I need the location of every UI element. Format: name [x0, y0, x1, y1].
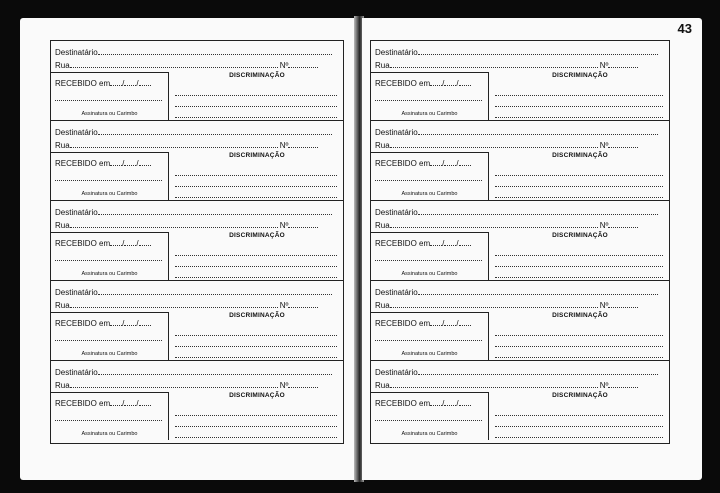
date-month-field[interactable]	[124, 397, 139, 408]
delivery-form	[370, 40, 670, 120]
destinatario-label: Destinatário	[55, 368, 98, 377]
discriminacao-line[interactable]	[495, 325, 663, 336]
date-month-field[interactable]	[124, 317, 139, 328]
discriminacao-line[interactable]	[175, 176, 337, 187]
numero-field[interactable]	[608, 379, 638, 388]
numero-field[interactable]	[608, 299, 638, 308]
numero-field[interactable]	[608, 219, 638, 228]
discriminacao-line[interactable]	[495, 336, 663, 347]
discriminacao-line[interactable]	[495, 267, 663, 278]
date-separator: /	[456, 399, 459, 408]
rua-label: Rua	[55, 61, 70, 70]
rua-field[interactable]	[70, 379, 278, 388]
date-month-field[interactable]	[444, 237, 459, 248]
numero-label: Nº	[279, 221, 289, 230]
numero-label: Nº	[279, 381, 289, 390]
date-separator: /	[442, 159, 445, 168]
date-separator: /	[456, 79, 459, 88]
numero-label: Nº	[599, 221, 609, 230]
numero-field[interactable]	[288, 299, 318, 308]
recebido-label: RECEBIDO em	[55, 399, 111, 408]
destinatario-row	[375, 366, 665, 378]
delivery-form	[50, 40, 344, 120]
numero-label: Nº	[599, 301, 609, 310]
date-year-field[interactable]	[139, 317, 151, 326]
stamp-box	[51, 152, 169, 200]
stamp-box	[371, 232, 489, 280]
discriminacao-line[interactable]	[175, 325, 337, 336]
discriminacao-title: DISCRIMINAÇÃO	[229, 152, 285, 159]
date-day-field[interactable]	[430, 157, 445, 168]
date-year-field[interactable]	[139, 77, 151, 86]
stamp-box	[371, 312, 489, 360]
received-row	[375, 317, 471, 329]
rua-label: Rua	[55, 381, 70, 390]
discriminacao-line[interactable]	[495, 427, 663, 438]
destinatario-field[interactable]	[98, 206, 332, 215]
right-forms	[370, 40, 670, 444]
signature-caption: Assinatura ou Carimbo	[401, 431, 458, 437]
stamp-box	[371, 152, 489, 200]
rua-row	[375, 59, 665, 71]
destinatario-label: Destinatário	[375, 208, 418, 217]
destinatario-row	[375, 286, 665, 298]
delivery-form	[370, 280, 670, 360]
destinatario-field[interactable]	[418, 206, 658, 215]
numero-field[interactable]	[288, 59, 318, 68]
rua-row	[55, 59, 339, 71]
recebido-label: RECEBIDO em	[375, 399, 431, 408]
discriminacao-line[interactable]	[495, 347, 663, 358]
date-year-field[interactable]	[459, 77, 471, 86]
signature-line[interactable]	[375, 100, 482, 101]
discriminacao-line[interactable]	[175, 427, 337, 438]
date-separator: /	[136, 319, 139, 328]
rua-label: Rua	[375, 221, 390, 230]
destinatario-field[interactable]	[418, 286, 658, 295]
rua-field[interactable]	[70, 219, 278, 228]
numero-label: Nº	[279, 141, 289, 150]
discriminacao-title: DISCRIMINAÇÃO	[552, 392, 608, 399]
numero-label: Nº	[279, 301, 289, 310]
discriminacao-lines	[175, 325, 337, 358]
signature-caption: Assinatura ou Carimbo	[81, 271, 138, 277]
recebido-label: RECEBIDO em	[55, 239, 111, 248]
date-year-field[interactable]	[139, 237, 151, 246]
discriminacao-lines	[175, 245, 337, 278]
received-row	[375, 157, 471, 169]
delivery-form	[370, 360, 670, 444]
signature-line[interactable]	[55, 100, 162, 101]
signature-caption: Assinatura ou Carimbo	[401, 191, 458, 197]
left-page	[20, 18, 356, 480]
discriminacao-line[interactable]	[175, 416, 337, 427]
right-page	[362, 18, 702, 480]
signature-caption: Assinatura ou Carimbo	[81, 111, 138, 117]
numero-label: Nº	[279, 61, 289, 70]
date-day-field[interactable]	[430, 397, 445, 408]
date-separator: /	[456, 239, 459, 248]
discriminacao-line[interactable]	[175, 107, 337, 118]
discriminacao-line[interactable]	[175, 347, 337, 358]
delivery-form	[370, 200, 670, 280]
date-month-field[interactable]	[444, 157, 459, 168]
discriminacao-title: DISCRIMINAÇÃO	[552, 72, 608, 79]
destinatario-row	[375, 46, 665, 58]
rua-row	[375, 139, 665, 151]
delivery-form	[50, 360, 344, 444]
date-separator: /	[122, 319, 125, 328]
discriminacao-line[interactable]	[495, 176, 663, 187]
received-row	[375, 77, 471, 89]
recebido-label: RECEBIDO em	[375, 79, 431, 88]
date-month-field[interactable]	[444, 317, 459, 328]
discriminacao-line[interactable]	[495, 107, 663, 118]
date-day-field[interactable]	[430, 237, 445, 248]
signature-line[interactable]	[55, 180, 162, 181]
destinatario-label: Destinatário	[55, 48, 98, 57]
delivery-form	[370, 120, 670, 200]
received-row	[375, 237, 471, 249]
date-separator: /	[442, 79, 445, 88]
discriminacao-line[interactable]	[495, 256, 663, 267]
page-number: 43	[677, 21, 692, 36]
rua-field[interactable]	[390, 219, 598, 228]
signature-caption: Assinatura ou Carimbo	[81, 351, 138, 357]
date-day-field[interactable]	[110, 157, 125, 168]
date-separator: /	[136, 159, 139, 168]
stamp-box	[371, 72, 489, 120]
discriminacao-lines	[495, 165, 663, 198]
numero-field[interactable]	[608, 139, 638, 148]
rua-row	[55, 219, 339, 231]
received-row	[55, 237, 151, 249]
date-year-field[interactable]	[139, 157, 151, 166]
destinatario-label: Destinatário	[375, 48, 418, 57]
numero-field[interactable]	[288, 219, 318, 228]
date-year-field[interactable]	[139, 397, 151, 406]
date-day-field[interactable]	[430, 317, 445, 328]
recebido-label: RECEBIDO em	[375, 319, 431, 328]
date-day-field[interactable]	[430, 77, 445, 88]
discriminacao-line[interactable]	[175, 267, 337, 278]
stamp-box	[51, 312, 169, 360]
destinatario-label: Destinatário	[55, 208, 98, 217]
date-separator: /	[442, 399, 445, 408]
rua-label: Rua	[55, 301, 70, 310]
date-separator: /	[456, 319, 459, 328]
rua-label: Rua	[375, 61, 390, 70]
rua-field[interactable]	[70, 299, 278, 308]
rua-label: Rua	[375, 301, 390, 310]
destinatario-field[interactable]	[98, 366, 332, 375]
discriminacao-lines	[175, 85, 337, 118]
left-forms	[50, 40, 344, 444]
destinatario-field[interactable]	[98, 126, 332, 135]
date-separator: /	[122, 159, 125, 168]
discriminacao-line[interactable]	[495, 405, 663, 416]
rua-row	[375, 379, 665, 391]
recebido-label: RECEBIDO em	[375, 159, 431, 168]
rua-field[interactable]	[390, 299, 598, 308]
destinatario-field[interactable]	[98, 46, 332, 55]
rua-row	[55, 139, 339, 151]
destinatario-label: Destinatário	[375, 128, 418, 137]
discriminacao-title: DISCRIMINAÇÃO	[229, 232, 285, 239]
discriminacao-lines	[175, 165, 337, 198]
date-month-field[interactable]	[124, 157, 139, 168]
rua-label: Rua	[55, 221, 70, 230]
destinatario-row	[55, 366, 339, 378]
signature-caption: Assinatura ou Carimbo	[401, 271, 458, 277]
recebido-label: RECEBIDO em	[55, 159, 111, 168]
discriminacao-line[interactable]	[495, 85, 663, 96]
signature-caption: Assinatura ou Carimbo	[81, 191, 138, 197]
stamp-box	[51, 392, 169, 440]
discriminacao-lines	[495, 405, 663, 438]
discriminacao-lines	[495, 245, 663, 278]
discriminacao-line[interactable]	[175, 96, 337, 107]
date-day-field[interactable]	[110, 317, 125, 328]
date-month-field[interactable]	[444, 77, 459, 88]
discriminacao-line[interactable]	[175, 187, 337, 198]
discriminacao-line[interactable]	[175, 245, 337, 256]
discriminacao-line[interactable]	[495, 165, 663, 176]
discriminacao-line[interactable]	[175, 165, 337, 176]
rua-field[interactable]	[70, 59, 278, 68]
received-row	[55, 317, 151, 329]
numero-label: Nº	[599, 61, 609, 70]
discriminacao-title: DISCRIMINAÇÃO	[552, 152, 608, 159]
numero-label: Nº	[599, 381, 609, 390]
destinatario-row	[55, 206, 339, 218]
discriminacao-title: DISCRIMINAÇÃO	[229, 392, 285, 399]
discriminacao-line[interactable]	[495, 416, 663, 427]
date-separator: /	[136, 399, 139, 408]
discriminacao-lines	[495, 85, 663, 118]
date-year-field[interactable]	[459, 157, 471, 166]
destinatario-label: Destinatário	[375, 288, 418, 297]
destinatario-field[interactable]	[418, 46, 658, 55]
numero-field[interactable]	[288, 379, 318, 388]
numero-label: Nº	[599, 141, 609, 150]
signature-line[interactable]	[55, 420, 162, 421]
received-row	[55, 157, 151, 169]
signature-caption: Assinatura ou Carimbo	[401, 351, 458, 357]
date-separator: /	[122, 79, 125, 88]
date-separator: /	[136, 79, 139, 88]
discriminacao-title: DISCRIMINAÇÃO	[229, 72, 285, 79]
signature-line[interactable]	[375, 260, 482, 261]
date-separator: /	[442, 319, 445, 328]
discriminacao-lines	[495, 325, 663, 358]
rua-label: Rua	[375, 141, 390, 150]
destinatario-label: Destinatário	[55, 128, 98, 137]
signature-line[interactable]	[55, 340, 162, 341]
recebido-label: RECEBIDO em	[375, 239, 431, 248]
recebido-label: RECEBIDO em	[55, 79, 111, 88]
rua-row	[55, 299, 339, 311]
discriminacao-lines	[175, 405, 337, 438]
discriminacao-line[interactable]	[175, 85, 337, 96]
date-separator: /	[456, 159, 459, 168]
discriminacao-line[interactable]	[495, 96, 663, 107]
signature-caption: Assinatura ou Carimbo	[81, 431, 138, 437]
rua-label: Rua	[375, 381, 390, 390]
delivery-form	[50, 280, 344, 360]
destinatario-label: Destinatário	[375, 368, 418, 377]
destinatario-row	[55, 46, 339, 58]
date-month-field[interactable]	[444, 397, 459, 408]
destinatario-row	[55, 286, 339, 298]
received-row	[55, 397, 151, 409]
destinatario-field[interactable]	[418, 366, 658, 375]
rua-label: Rua	[55, 141, 70, 150]
discriminacao-title: DISCRIMINAÇÃO	[552, 312, 608, 319]
rua-field[interactable]	[70, 139, 278, 148]
rua-field[interactable]	[390, 379, 598, 388]
numero-field[interactable]	[608, 59, 638, 68]
signature-line[interactable]	[375, 180, 482, 181]
destinatario-field[interactable]	[98, 286, 332, 295]
destinatario-row	[375, 206, 665, 218]
rua-row	[375, 299, 665, 311]
signature-caption: Assinatura ou Carimbo	[401, 111, 458, 117]
stamp-box	[51, 72, 169, 120]
date-separator: /	[442, 239, 445, 248]
discriminacao-line[interactable]	[495, 245, 663, 256]
destinatario-row	[55, 126, 339, 138]
date-year-field[interactable]	[459, 317, 471, 326]
received-row	[55, 77, 151, 89]
numero-field[interactable]	[288, 139, 318, 148]
received-row	[375, 397, 471, 409]
signature-line[interactable]	[55, 260, 162, 261]
date-day-field[interactable]	[110, 397, 125, 408]
recebido-label: RECEBIDO em	[55, 319, 111, 328]
date-day-field[interactable]	[110, 77, 125, 88]
discriminacao-line[interactable]	[175, 336, 337, 347]
delivery-form	[50, 120, 344, 200]
rua-row	[375, 219, 665, 231]
delivery-form	[50, 200, 344, 280]
discriminacao-line[interactable]	[175, 405, 337, 416]
date-year-field[interactable]	[459, 397, 471, 406]
discriminacao-line[interactable]	[175, 256, 337, 267]
date-separator: /	[122, 239, 125, 248]
signature-line[interactable]	[375, 420, 482, 421]
destinatario-row	[375, 126, 665, 138]
date-separator: /	[136, 239, 139, 248]
date-year-field[interactable]	[459, 237, 471, 246]
discriminacao-line[interactable]	[495, 187, 663, 198]
date-day-field[interactable]	[110, 237, 125, 248]
destinatario-field[interactable]	[418, 126, 658, 135]
date-month-field[interactable]	[124, 77, 139, 88]
stamp-box	[371, 392, 489, 440]
stamp-box	[51, 232, 169, 280]
destinatario-label: Destinatário	[55, 288, 98, 297]
discriminacao-title: DISCRIMINAÇÃO	[229, 312, 285, 319]
rua-row	[55, 379, 339, 391]
date-month-field[interactable]	[124, 237, 139, 248]
signature-line[interactable]	[375, 340, 482, 341]
date-separator: /	[122, 399, 125, 408]
rua-field[interactable]	[390, 139, 598, 148]
discriminacao-title: DISCRIMINAÇÃO	[552, 232, 608, 239]
rua-field[interactable]	[390, 59, 598, 68]
